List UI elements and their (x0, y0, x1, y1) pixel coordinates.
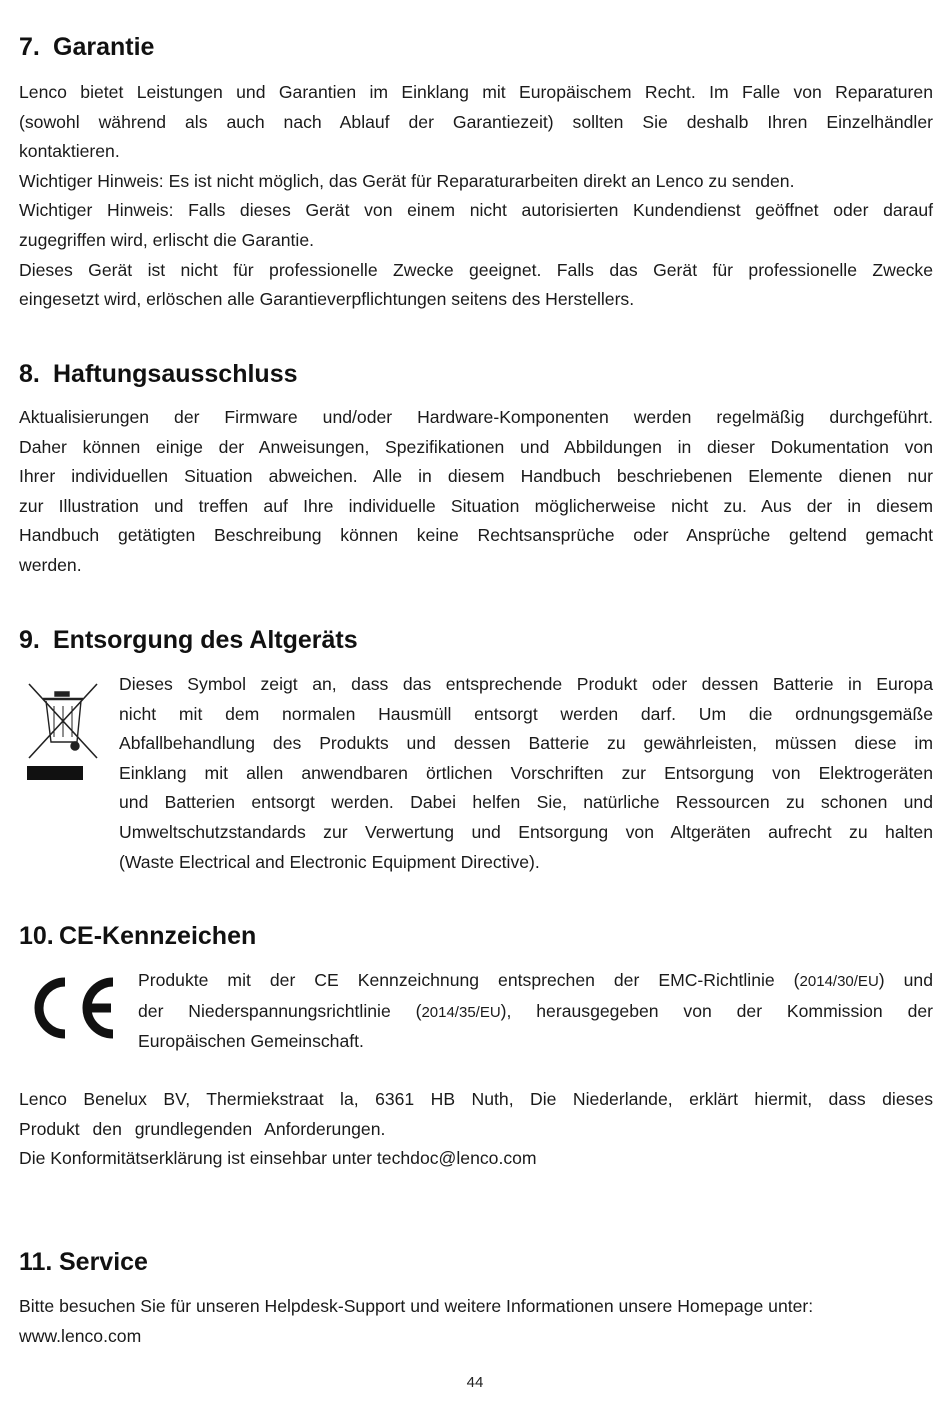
conformity-line: Die Konformitätserklärung ist einsehbar unter techdoc@lenco.com (19, 1148, 537, 1169)
section-heading-haftungsausschluss (19, 360, 298, 389)
haftungsausschluss-paragraph (19, 403, 933, 581)
text-line: Produkt den grundlegenden Anforderungen. (19, 1118, 386, 1139)
section-heading-garantie (19, 33, 154, 62)
text-fragment: ), herausgegeben von der Kommission der (500, 1000, 933, 1021)
text-line: Umweltschutzstandards zur Verwertung und Entsorgung von Altgeräten aufrecht zu halten (119, 821, 933, 842)
weee-crossed-bin-icon (25, 682, 101, 782)
text-line: Dieses Gerät ist nicht für professionelle Zwecke geeignet. Falls das Gerät für professionelle Zwecke (19, 259, 933, 280)
text-line: Europäischen Gemeinschaft. (138, 1031, 364, 1052)
directive-reference: 2014/30/EU (799, 973, 879, 990)
ce-mark-icon (25, 972, 121, 1044)
section-number: 7. (19, 33, 40, 61)
directive-reference: 2014/35/EU (421, 1003, 501, 1021)
section-number: 10. (19, 922, 54, 950)
text-line: kontaktieren. (19, 141, 120, 162)
text-line: Einklang mit allen anwendbaren örtlichen Vorschriften zur Entsorgung von Elektrogeräten (119, 762, 933, 783)
section-number: 9. (19, 626, 40, 654)
section-heading-entsorgung (19, 626, 358, 655)
text-line (138, 966, 933, 997)
text-line: Handbuch getätigten Beschreibung können keine Rechtsansprüche oder Ansprüche geltend gemacht (19, 525, 933, 546)
section-heading-service (19, 1248, 148, 1277)
section-title: Entsorgung des Altgeräts (53, 626, 358, 654)
text-line: Wichtiger Hinweis: Es ist nicht möglich, das Gerät für Reparaturarbeiten direkt an Lenco zu senden. (19, 170, 795, 191)
text-line: (Waste Electrical and Electronic Equipment Directive). (119, 851, 540, 872)
section-title: Haftungsausschluss (53, 360, 298, 388)
text-line: Abfallbehandlung des Produkts und dessen Batterie zu gewährleisten, müssen diese im (119, 733, 933, 754)
section-title: CE-Kennzeichen (59, 922, 257, 950)
ce-paragraph (138, 966, 933, 1057)
text-fragment: der Niederspannungsrichtlinie ( (138, 1000, 422, 1021)
service-paragraph (19, 1292, 933, 1351)
text-line: (sowohl während als auch nach Ablauf der Garantiezeit) sollten Sie deshalb Ihren Einzelhändler (19, 111, 933, 132)
garantie-paragraph (19, 78, 933, 315)
page-number: 44 (466, 1374, 484, 1391)
section-title: Service (59, 1248, 148, 1276)
text-line: werden. (19, 554, 82, 575)
text-line: Dieses Symbol zeigt an, dass das entsprechende Produkt oder dessen Batterie in Europa (119, 674, 933, 694)
text-line: Daher können einige der Anweisungen, Spezifikationen und Abbildungen in dieser Dokumentation von (19, 436, 933, 457)
text-line: Bitte besuchen Sie für unseren Helpdesk-Support und weitere Informationen unsere Homepage unter: (19, 1296, 814, 1316)
text-line: Aktualisierungen der Firmware und/oder Hardware-Komponenten werden regelmäßig durchgeführt. (19, 407, 933, 427)
text-fragment: ) und (878, 970, 933, 990)
text-line: Lenco Benelux BV, Thermiekstraat la, 6361 HB Nuth, Die Niederlande, erklärt hiermit, dass dieses (19, 1089, 933, 1109)
text-fragment: Produkte mit der CE Kennzeichnung entsprechen der EMC-Richtlinie ( (138, 970, 800, 990)
text-line: eingesetzt wird, erlöschen alle Garantieverpflichtungen seitens des Herstellers. (19, 289, 635, 310)
text-line: und Batterien entsorgt werden. Dabei helfen Sie, natürliche Ressourcen zu schonen und (119, 792, 933, 813)
text-line (138, 997, 933, 1028)
text-line: Ihrer individuellen Situation abweichen. Alle in diesem Handbuch beschriebenen Elemente dienen nur (19, 466, 933, 487)
section-heading-ce (19, 922, 256, 951)
text-line: Wichtiger Hinweis: Falls dieses Gerät von einem nicht autorisierten Kundendienst geöffnet oder darauf (19, 200, 933, 221)
text-line: nicht mit dem normalen Hausmüll entsorgt werden darf. Um die ordnungsgemäße (119, 703, 933, 724)
declaration-paragraph (19, 1085, 933, 1174)
section-title: Garantie (53, 33, 155, 61)
text-line: zur Illustration und treffen auf Ihre individuelle Situation möglicherweise nicht zu. Aus der in diesem (19, 495, 933, 516)
entsorgung-paragraph (119, 670, 933, 877)
section-number: 8. (19, 360, 40, 388)
text-line: Lenco bietet Leistungen und Garantien im Einklang mit Europäischem Recht. Im Falle von Reparaturen (19, 82, 933, 102)
text-line: zugegriffen wird, erlischt die Garantie. (19, 229, 315, 250)
website-link[interactable]: www.lenco.com (19, 1325, 142, 1346)
section-number: 11. (19, 1248, 53, 1276)
